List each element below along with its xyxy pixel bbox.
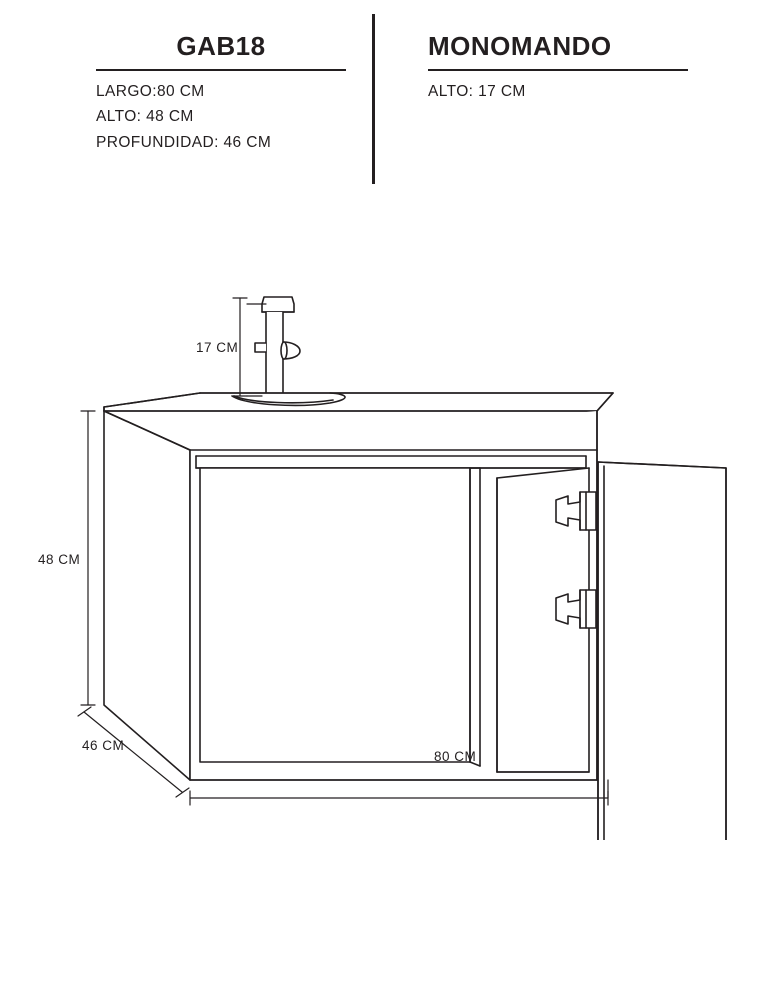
- cabinet-title: GAB18: [176, 31, 266, 61]
- dimension-label-cabinet-depth: 46 CM: [82, 738, 125, 753]
- spec-block-cabinet: [96, 32, 346, 155]
- dimension-label-cabinet-width: 80 CM: [434, 749, 477, 764]
- cabinet-technical-drawing: [0, 200, 774, 840]
- cabinet-spec-alto: ALTO: 48 CM: [96, 108, 194, 126]
- faucet-title-rule: [428, 69, 688, 71]
- header-divider: [372, 14, 375, 184]
- cabinet-spec-largo: LARGO:80 CM: [96, 82, 205, 100]
- faucet-group: [255, 297, 300, 402]
- open-door-group: [598, 462, 726, 840]
- spec-block-faucet: [428, 32, 688, 104]
- faucet-title: MONOMANDO: [428, 31, 612, 61]
- cabinet-title-rule: [96, 69, 346, 71]
- cabinet-body-group: [104, 411, 597, 780]
- dimension-label-cabinet-height: 48 CM: [38, 552, 81, 567]
- countertop-group: [104, 393, 613, 411]
- header: [0, 0, 774, 200]
- cabinet-spec-profundidad: PROFUNDIDAD: 46 CM: [96, 133, 272, 151]
- faucet-spec-alto: ALTO: 17 CM: [428, 82, 526, 100]
- dimension-label-faucet-height: 17 CM: [196, 340, 239, 355]
